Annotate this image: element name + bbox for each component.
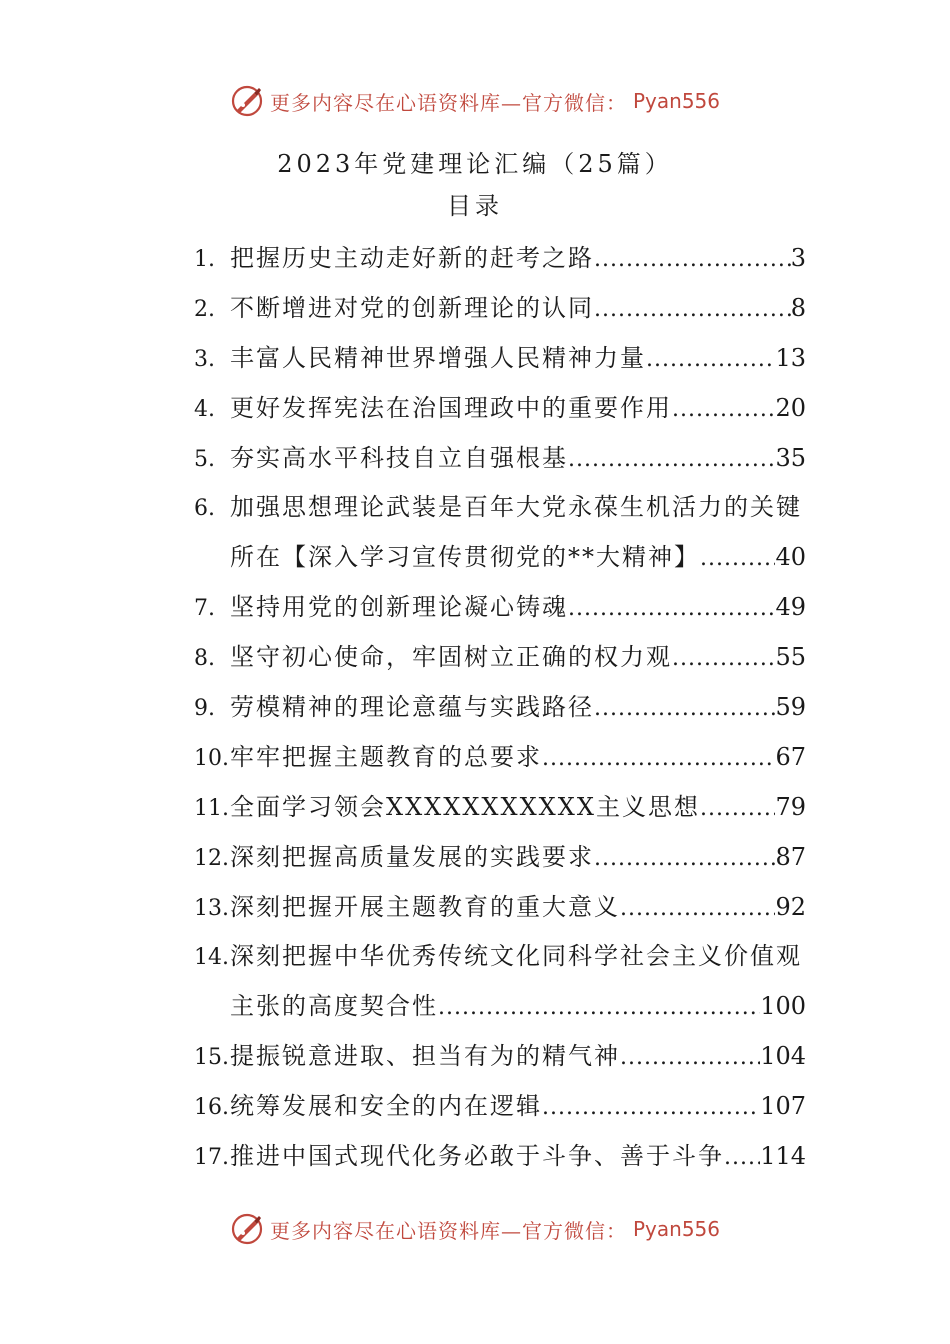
toc-entry-page: 107 (760, 1092, 806, 1121)
toc-entry[interactable] (194, 733, 806, 783)
toc-entry-title-continued: 主张的高度契合性 (230, 992, 438, 1021)
toc-entry-number: 12. (194, 845, 229, 871)
watermark-id: Pyan556 (632, 1217, 720, 1241)
toc-entry-title: 坚守初心使命，牢固树立正确的权力观 (230, 643, 672, 672)
toc-entry-number: 10. (194, 745, 229, 771)
toc-entry[interactable] (194, 1032, 806, 1082)
toc-entry-title: 坚持用党的创新理论凝心铸魂 (230, 593, 568, 622)
pen-circle-logo-icon (230, 84, 264, 118)
toc-entry[interactable] (194, 434, 806, 484)
toc-entry-number: 3. (194, 346, 215, 372)
toc-leader-dots (646, 335, 775, 385)
toc-entry-title: 提振锐意进取、担当有为的精气神 (230, 1042, 620, 1071)
toc-entry-number: 1. (194, 247, 215, 272)
toc-entry[interactable] (194, 583, 806, 633)
toc-leader-dots (594, 684, 775, 734)
toc-entry[interactable] (194, 633, 806, 683)
toc-entry-title-continued: 所在【深入学习宣传贯彻党的**大精神】 (230, 543, 700, 572)
toc-entry-number: 4. (194, 396, 215, 422)
toc-entry-number: 9. (194, 696, 215, 722)
toc-entry-number: 14. (194, 945, 229, 971)
toc-entry-continuation[interactable] (194, 982, 806, 1032)
toc-leader-dots (620, 884, 775, 934)
toc-leader-dots (542, 1083, 760, 1133)
watermark-footer (0, 1212, 950, 1246)
toc-leader-dots (700, 784, 776, 834)
toc-entry-page: 40 (775, 543, 806, 572)
toc-entry-page: 55 (775, 643, 806, 672)
toc-entry-page: 79 (775, 792, 806, 821)
document-subtitle: 目录 (447, 192, 503, 220)
toc-entry-title: 深刻把握开展主题教育的重大意义 (230, 892, 620, 921)
toc-entry[interactable] (194, 234, 806, 284)
document-title: 2023年党建理论汇编（25篇） (277, 150, 673, 178)
toc-entry-number: 6. (194, 496, 215, 522)
toc-leader-dots (672, 634, 775, 684)
toc-entry[interactable] (194, 1132, 806, 1182)
toc-entry-page: 8 (790, 293, 806, 322)
toc-entry-page: 100 (760, 992, 806, 1021)
toc-entry[interactable] (194, 883, 806, 933)
pen-circle-logo-icon (230, 1212, 264, 1246)
toc-leader-dots (700, 534, 775, 584)
toc-entry[interactable] (194, 483, 806, 533)
toc-entry[interactable] (194, 683, 806, 733)
toc-entry-title: 丰富人民精神世界增强人民精神力量 (230, 343, 646, 372)
toc-entry-title: 更好发挥宪法在治国理政中的重要作用 (230, 393, 672, 422)
toc-entry-number: 11. (194, 795, 229, 821)
toc-entry[interactable] (194, 833, 806, 883)
toc-entry-number: 7. (194, 596, 215, 622)
toc-entry-title: 把握历史主动走好新的赶考之路 (230, 244, 594, 272)
toc-leader-dots (620, 1033, 760, 1083)
watermark-header (0, 84, 950, 118)
toc-leader-dots (724, 1133, 760, 1183)
toc-entry-number: 13. (194, 895, 229, 921)
toc-entry[interactable] (194, 783, 806, 833)
toc-entry-title: 牢牢把握主题教育的总要求 (230, 742, 542, 771)
toc-entry-number: 2. (194, 296, 215, 322)
toc-entry-title: 深刻把握中华优秀传统文化同科学社会主义价值观 (230, 942, 802, 971)
toc-entry-title: 夯实高水平科技自立自强根基 (230, 443, 568, 472)
toc-entry-page: 3 (790, 244, 806, 272)
toc-entry[interactable] (194, 284, 806, 334)
toc-entry[interactable] (194, 384, 806, 434)
toc-leader-dots (542, 734, 775, 784)
toc-entry-title: 劳模精神的理论意蕴与实践路径 (230, 693, 594, 722)
toc-entry[interactable] (194, 1082, 806, 1132)
toc-entry-page: 114 (760, 1142, 806, 1171)
toc-entry-page: 35 (775, 443, 806, 472)
toc-entry[interactable] (194, 932, 806, 982)
toc-entry-number: 5. (194, 446, 215, 472)
toc-entry-page: 67 (775, 742, 806, 771)
toc-entry-title: 统筹发展和安全的内在逻辑 (230, 1092, 542, 1121)
toc-leader-dots (568, 584, 775, 634)
toc-entry[interactable] (194, 334, 806, 384)
toc-entry-page: 59 (775, 693, 806, 722)
toc-entry-page: 49 (775, 593, 806, 622)
toc-entry-page: 104 (760, 1042, 806, 1071)
toc-entry-title: 不断增进对党的创新理论的认同 (230, 293, 594, 322)
watermark-text: 更多内容尽在心语资料库—官方微信： (269, 1218, 627, 1243)
watermark-id: Pyan556 (632, 89, 720, 113)
toc-leader-dots (594, 235, 791, 285)
toc-entry-continuation[interactable] (194, 533, 806, 583)
toc-leader-dots (594, 285, 791, 335)
toc-entry-page: 92 (775, 892, 806, 921)
toc-entry-title: 深刻把握高质量发展的实践要求 (230, 842, 594, 871)
toc-entry-number: 15. (194, 1045, 229, 1071)
toc-entry-title: 推进中国式现代化务必敢于斗争、善于斗争 (230, 1142, 724, 1171)
watermark-text: 更多内容尽在心语资料库—官方微信： (269, 90, 627, 115)
toc-entry-title: 加强思想理论武装是百年大党永葆生机活力的关键 (230, 493, 802, 522)
toc-entry-number: 16. (194, 1095, 229, 1121)
toc-entry-page: 13 (775, 343, 806, 372)
toc-leader-dots (568, 435, 775, 485)
table-of-contents (194, 234, 806, 1182)
toc-leader-dots (594, 834, 775, 884)
toc-leader-dots (672, 385, 775, 435)
toc-entry-title: 全面学习领会XXXXXXXXXXX主义思想 (230, 792, 700, 821)
toc-leader-dots (438, 983, 760, 1033)
toc-entry-page: 87 (775, 842, 806, 871)
toc-entry-page: 20 (775, 393, 806, 422)
toc-entry-number: 17. (194, 1145, 229, 1171)
toc-entry-number: 8. (194, 646, 215, 672)
